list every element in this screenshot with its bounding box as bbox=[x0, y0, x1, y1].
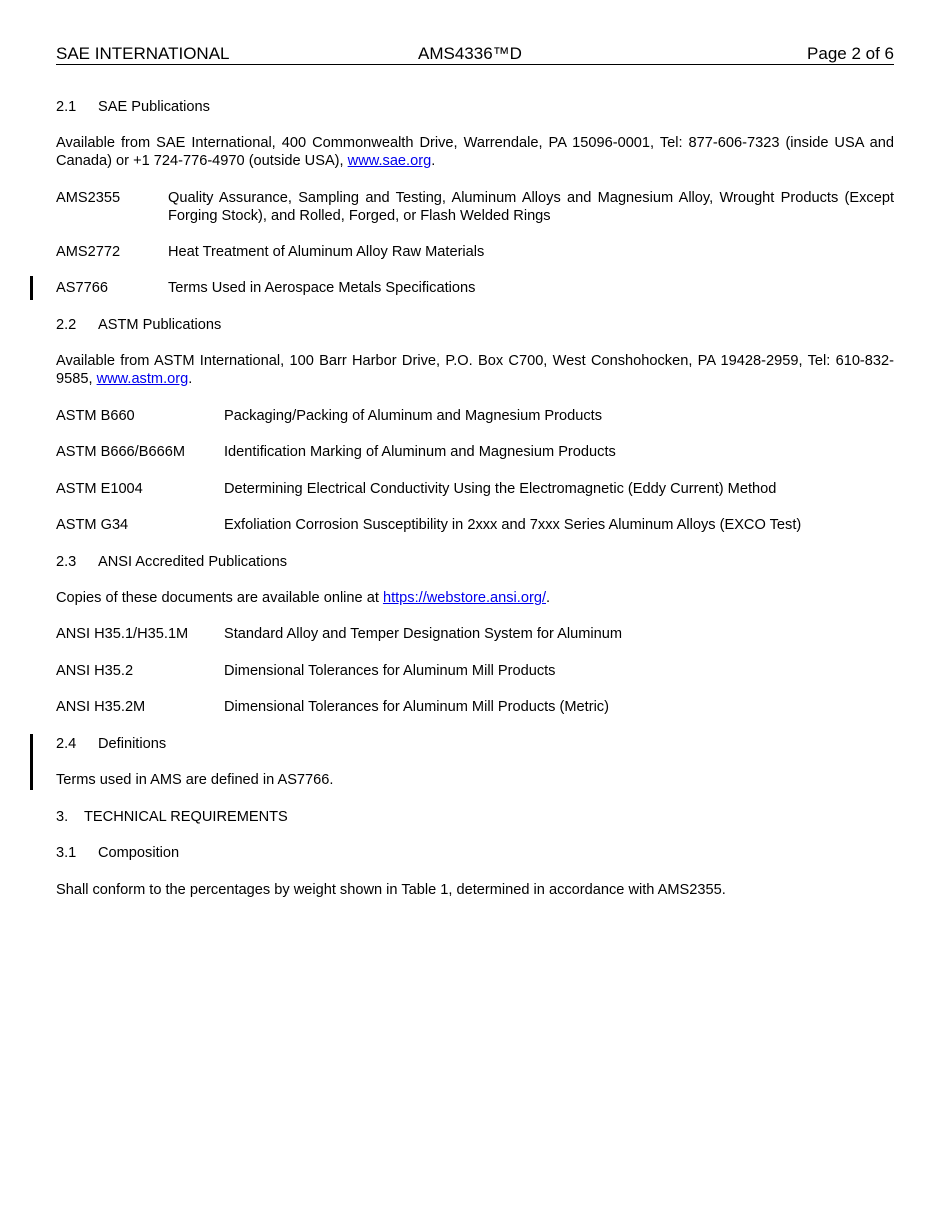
reference-code: AS7766 bbox=[56, 280, 108, 296]
section-3-1-text: Shall conform to the percentages by weight shown in Table 1, determined in accordance with AMS2355. bbox=[56, 882, 726, 898]
section-title: ASTM Publications bbox=[98, 317, 222, 333]
section-title: TECHNICAL REQUIREMENTS bbox=[84, 809, 288, 825]
reference-code: ANSI H35.2 bbox=[56, 663, 134, 679]
punctuation: . bbox=[546, 590, 551, 606]
reference-item bbox=[56, 662, 894, 680]
reference-description: Packaging/Packing of Aluminum and Magnesium Products bbox=[224, 408, 603, 424]
reference-item bbox=[56, 625, 894, 643]
section-2-1-heading bbox=[56, 98, 894, 116]
reference-description: Heat Treatment of Aluminum Alloy Raw Materials bbox=[168, 244, 485, 260]
availability-text: Available from SAE International, 400 Commonwealth Drive, Warrendale, PA 15096-0001, Tel: 877-606-7323 (inside USA and Canada) or +1 724-776-4970 (outside USA), bbox=[56, 135, 894, 169]
sae-link[interactable]: www.sae.org bbox=[347, 153, 432, 169]
reference-code: ASTM E1004 bbox=[56, 481, 143, 497]
section-2-1-availability bbox=[56, 134, 894, 170]
section-number: 3. bbox=[56, 809, 69, 825]
reference-item bbox=[56, 243, 894, 261]
section-number: 3.1 bbox=[56, 845, 77, 861]
reference-item bbox=[56, 279, 894, 297]
section-number: 2.2 bbox=[56, 317, 77, 333]
section-2-4-text: Terms used in AMS are defined in AS7766. bbox=[56, 772, 334, 788]
reference-description: Dimensional Tolerances for Aluminum Mill Products (Metric) bbox=[224, 699, 609, 715]
header-org: SAE INTERNATIONAL bbox=[56, 44, 230, 63]
section-2-3-heading bbox=[56, 553, 894, 571]
astm-link[interactable]: www.astm.org bbox=[96, 371, 189, 387]
reference-description: Standard Alloy and Temper Designation System for Aluminum bbox=[224, 626, 623, 642]
reference-code: ASTM B666/B666M bbox=[56, 444, 185, 460]
section-number: 2.4 bbox=[56, 736, 77, 752]
availability-text: Copies of these documents are available online at bbox=[56, 590, 383, 606]
reference-description: Terms Used in Aerospace Metals Specifications bbox=[168, 280, 476, 296]
reference-item bbox=[56, 443, 894, 461]
section-3-1-heading bbox=[56, 844, 894, 862]
reference-item bbox=[56, 698, 894, 716]
section-3-heading bbox=[56, 808, 894, 826]
reference-description: Quality Assurance, Sampling and Testing, Aluminum Alloys and Magnesium Alloy, Wrought Products (Except Forging Stock), and Rolled, Forged, or Flash Welded Rings bbox=[168, 190, 894, 224]
reference-description: Dimensional Tolerances for Aluminum Mill Products bbox=[224, 663, 556, 679]
section-2-4-heading bbox=[56, 735, 894, 753]
revision-change-bar bbox=[30, 734, 33, 790]
reference-code: ANSI H35.2M bbox=[56, 699, 146, 715]
ansi-link[interactable]: https://webstore.ansi.org/ bbox=[382, 590, 546, 606]
reference-description: Identification Marking of Aluminum and Magnesium Products bbox=[224, 444, 616, 460]
section-2-3-availability bbox=[56, 589, 894, 607]
reference-code: ASTM B660 bbox=[56, 408, 135, 424]
availability-text: Available from ASTM International, 100 Barr Harbor Drive, P.O. Box C700, West Conshohocken, PA 19428-2959, Tel: 610-832-9585, bbox=[56, 353, 894, 387]
section-title: Composition bbox=[98, 845, 180, 861]
section-number: 2.3 bbox=[56, 554, 77, 570]
section-number: 2.1 bbox=[56, 99, 77, 115]
section-2-2-availability bbox=[56, 352, 894, 388]
reference-item bbox=[56, 189, 894, 225]
reference-code: ANSI H35.1/H35.1M bbox=[56, 626, 189, 642]
section-title: Definitions bbox=[98, 736, 167, 752]
reference-item bbox=[56, 516, 894, 534]
section-title: SAE Publications bbox=[98, 99, 210, 115]
reference-code: ASTM G34 bbox=[56, 517, 129, 533]
revision-change-bar bbox=[30, 276, 33, 300]
reference-item bbox=[56, 480, 894, 498]
reference-description: Exfoliation Corrosion Susceptibility in 2xxx and 7xxx Series Aluminum Alloys (EXCO Test) bbox=[224, 517, 802, 533]
reference-description: Determining Electrical Conductivity Using the Electromagnetic (Eddy Current) Method bbox=[224, 481, 777, 497]
punctuation: . bbox=[431, 153, 436, 169]
section-2-2-heading bbox=[56, 316, 894, 334]
header-doc-id: AMS4336™D bbox=[418, 44, 522, 63]
header-page-number: Page 2 of 6 bbox=[807, 44, 894, 63]
reference-code: AMS2355 bbox=[56, 190, 121, 206]
section-title: ANSI Accredited Publications bbox=[98, 554, 288, 570]
reference-item bbox=[56, 407, 894, 425]
punctuation: . bbox=[188, 371, 193, 387]
reference-code: AMS2772 bbox=[56, 244, 121, 260]
page-header bbox=[56, 44, 894, 65]
